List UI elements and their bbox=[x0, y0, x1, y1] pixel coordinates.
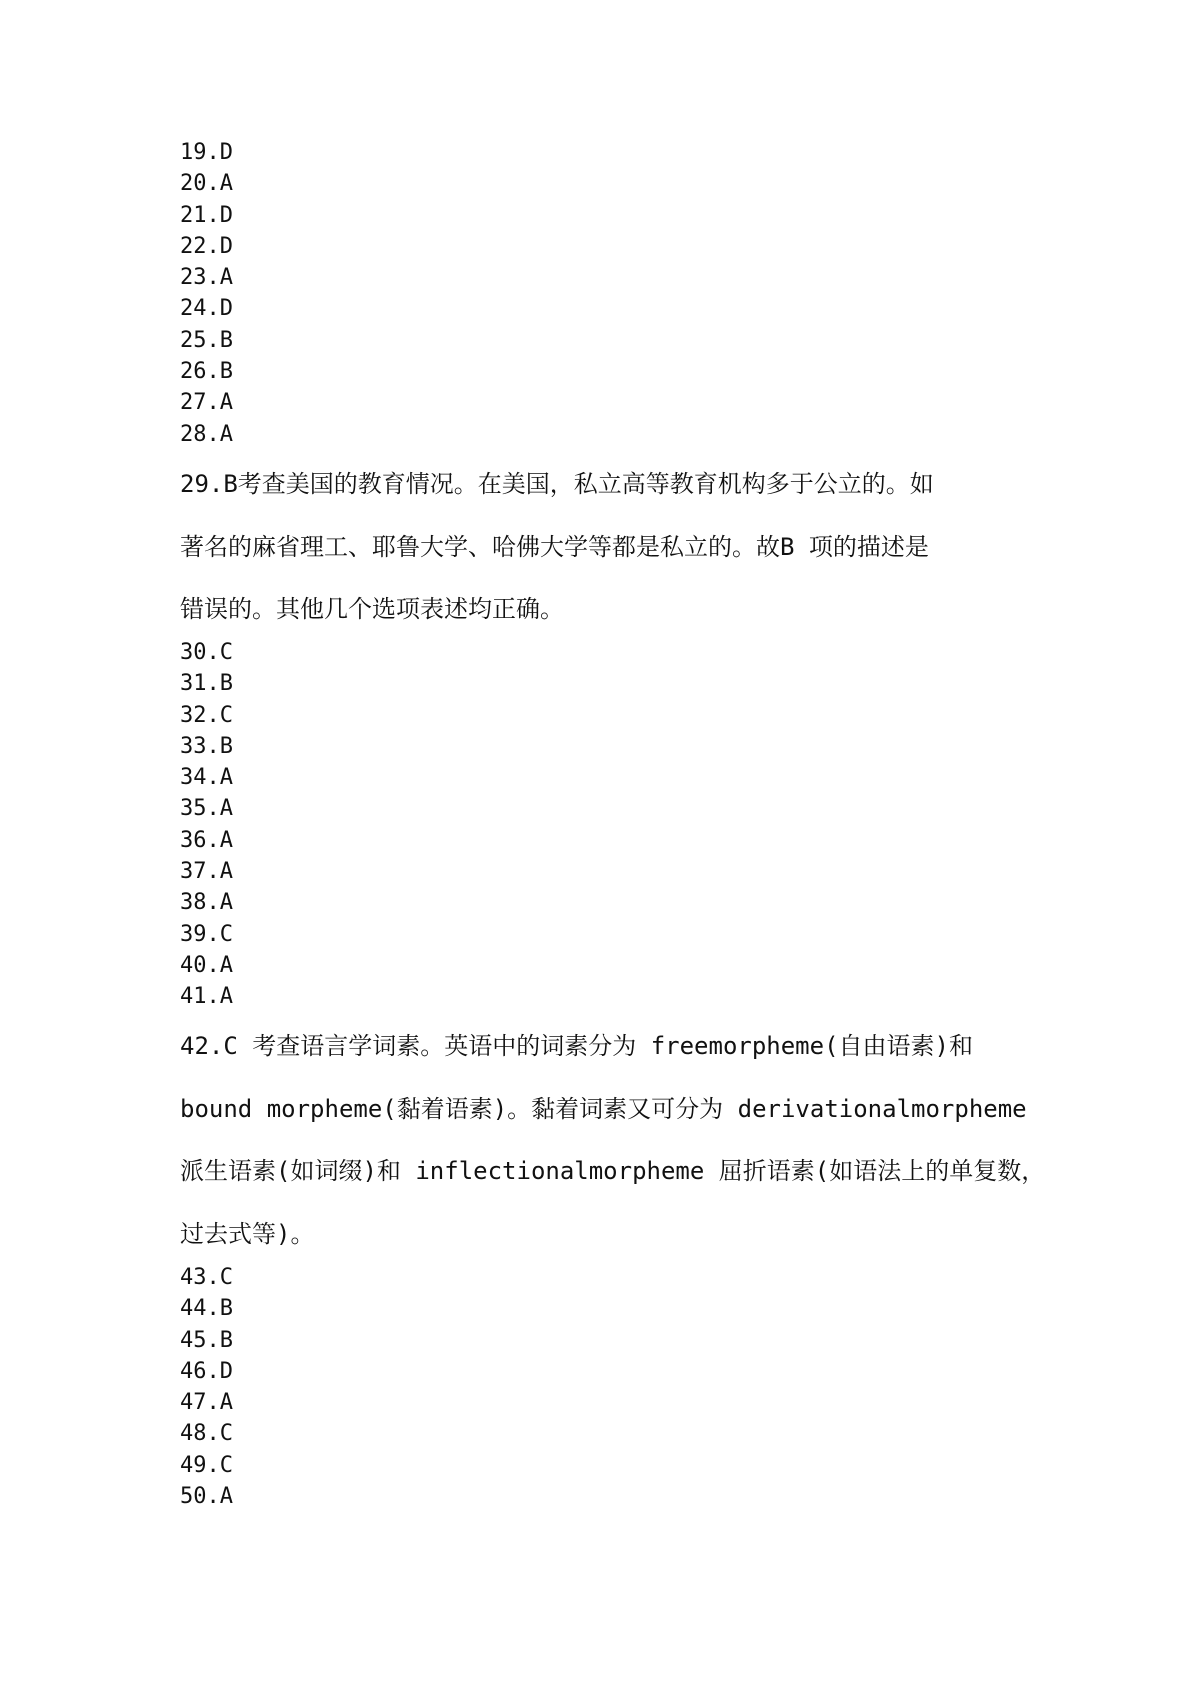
explanation-line: bound morpheme(黏着语素)。黏着词素又可分为 derivationalmorpheme bbox=[180, 1094, 1027, 1123]
answer-line: 23.A bbox=[180, 265, 233, 291]
answer-line: 48.C bbox=[180, 1421, 233, 1447]
answer-line: 45.B bbox=[180, 1327, 233, 1353]
answer-line: 26.B bbox=[180, 359, 233, 385]
answer-line: 25.B bbox=[180, 327, 233, 353]
answer-line: 49.C bbox=[180, 1452, 233, 1478]
explanation-line: 29.B考查美国的教育情况。在美国，私立高等教育机构多于公立的。如 bbox=[180, 470, 934, 498]
answer-line: 20.A bbox=[180, 171, 233, 197]
answer-list-43-50 bbox=[180, 1262, 1040, 1512]
explanation-42 bbox=[180, 1015, 1046, 1266]
answer-line: 40.A bbox=[180, 952, 233, 978]
explanation-line: 过去式等)。 bbox=[180, 1220, 315, 1249]
answer-line: 19.D bbox=[180, 140, 233, 165]
answer-line: 46.D bbox=[180, 1358, 233, 1384]
answer-list-19-28 bbox=[180, 137, 1040, 450]
answer-line: 44.B bbox=[180, 1296, 233, 1322]
answer-line: 28.A bbox=[180, 421, 233, 447]
answer-line: 33.B bbox=[180, 733, 233, 759]
answer-line: 41.A bbox=[180, 984, 233, 1010]
explanation-line: 著名的麻省理工、耶鲁大学、哈佛大学等都是私立的。故B 项的描述是 bbox=[180, 532, 929, 561]
answer-line: 24.D bbox=[180, 296, 233, 322]
answer-line: 43.C bbox=[180, 1265, 233, 1290]
answer-line: 47.A bbox=[180, 1390, 233, 1416]
answer-line: 21.D bbox=[180, 202, 233, 228]
answer-line: 27.A bbox=[180, 390, 233, 416]
explanation-29 bbox=[180, 453, 1040, 641]
explanation-line: 42.C 考查语言学词素。英语中的词素分为 freemorpheme(自由语素)和 bbox=[180, 1032, 973, 1060]
answer-line: 32.C bbox=[180, 702, 233, 728]
answer-line: 34.A bbox=[180, 765, 233, 791]
answer-line: 39.C bbox=[180, 921, 233, 947]
explanation-line: 错误的。其他几个选项表述均正确。 bbox=[180, 595, 564, 624]
answer-line: 38.A bbox=[180, 890, 233, 916]
answer-line: 35.A bbox=[180, 796, 233, 822]
answer-line: 50.A bbox=[180, 1484, 233, 1510]
answer-line: 37.A bbox=[180, 859, 233, 885]
answer-line: 31.B bbox=[180, 671, 233, 697]
answer-list-30-41 bbox=[180, 637, 1040, 1013]
explanation-line: 派生语素(如词缀)和 inflectionalmorpheme 屈折语素(如语法上的单复数， bbox=[180, 1157, 1046, 1186]
answer-line: 22.D bbox=[180, 233, 233, 259]
answer-line: 36.A bbox=[180, 827, 233, 853]
answer-line: 30.C bbox=[180, 640, 233, 665]
